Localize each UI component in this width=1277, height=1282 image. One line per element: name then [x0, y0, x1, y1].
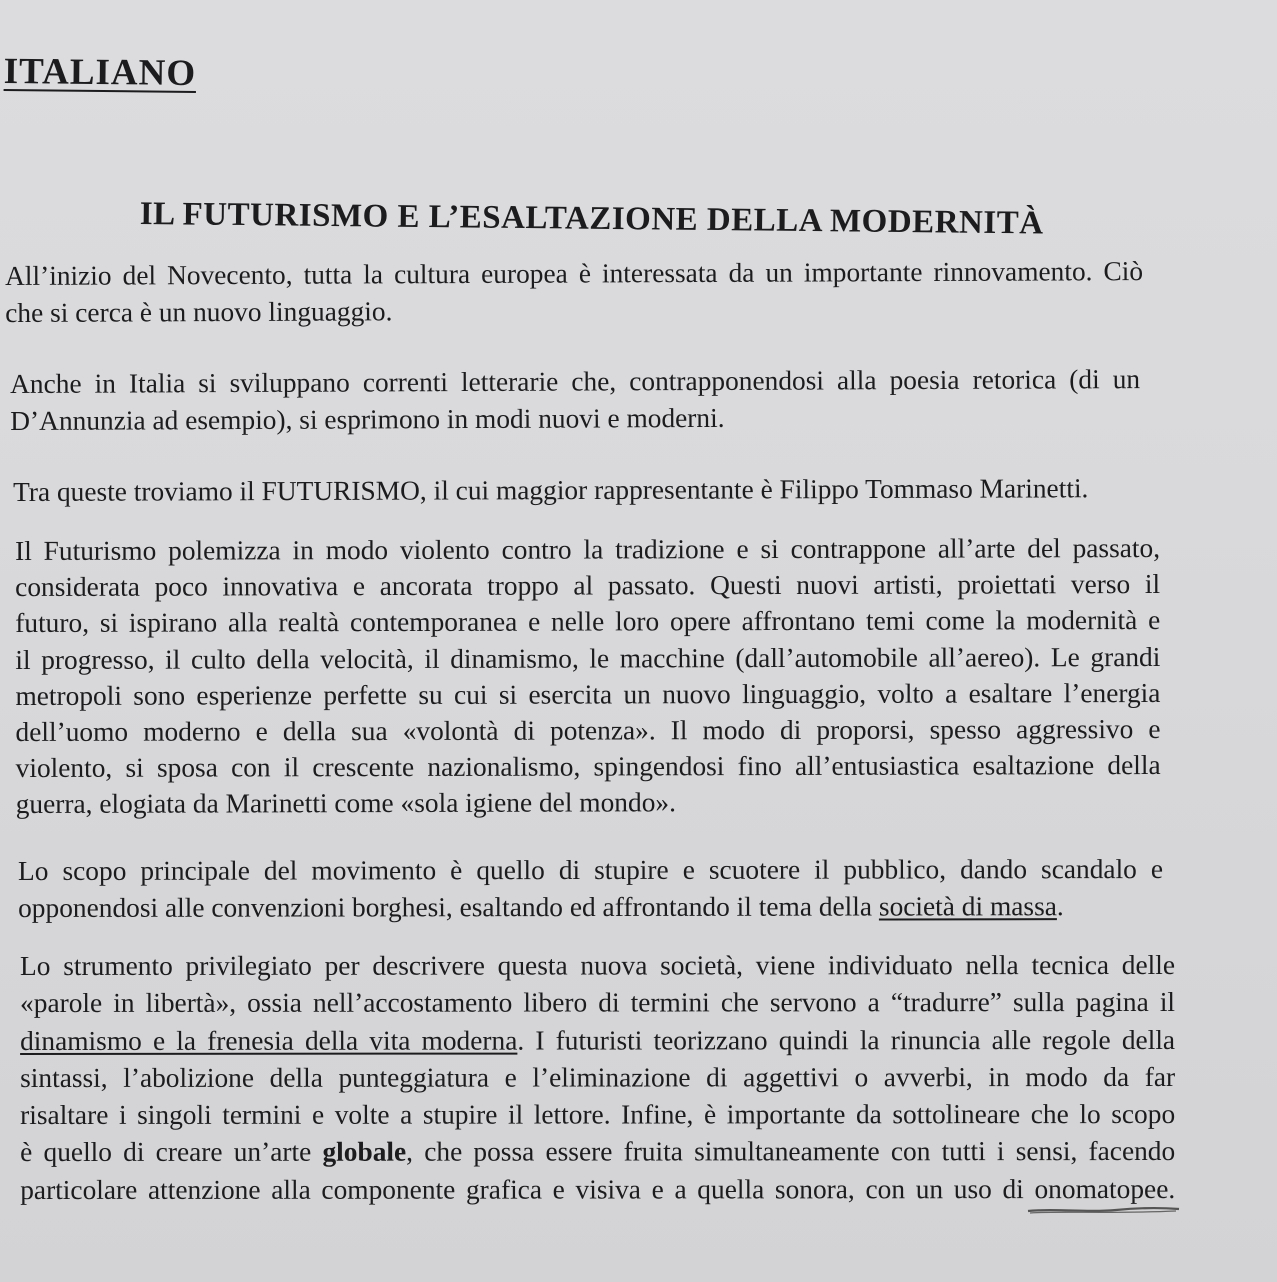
text-segment: .: [1168, 1173, 1176, 1204]
text-line: Lo scopo principale del movimento è quello di stupire e scuotere il pubblico, dando scandalo e: [18, 854, 1164, 886]
text-line: D’Annunzia ad esempio), si esprimono in modi nuovi e moderni.: [10, 402, 725, 436]
text-line: [20, 1133, 1175, 1171]
paragraph-intro: [5, 253, 1143, 331]
text-segment: , che possa essere fruita simultaneamente con tutti i sensi, facendo: [406, 1136, 1176, 1168]
text-line: Anche in Italia si sviluppano correnti letterarie che, contrapponendosi alla poesia retorica (di un: [10, 364, 1141, 399]
text-line: All’inizio del Novecento, tutta la cultura europea è interessata da un importante rinnovamento. Ciò: [5, 256, 1144, 291]
bold-word: globale: [322, 1137, 407, 1168]
text-line: violento, si sposa con il crescente nazionalismo, spingendosi fino all’entusiastica esaltazione della: [15, 750, 1161, 784]
text-line: futuro, si ispirano alla realtà contemporanea e nelle loro opere affrontano temi come la modernità e: [15, 605, 1161, 639]
text-segment: particolare attenzione alla componente grafica e visiva e a quella sonora, con un uso di: [20, 1173, 1035, 1205]
subject-heading: ITALIANO: [3, 50, 197, 95]
text-line: [18, 888, 1163, 926]
text-line: Tra queste troviamo il FUTURISMO, il cui maggior rappresentante è Filippo Tommaso Marinetti.: [13, 473, 1089, 507]
paragraph-futurismo: [13, 470, 1138, 510]
paragraph-scope: [18, 851, 1163, 926]
text-segment: . I futuristi teorizzano quindi la rinuncia alle regole della: [517, 1024, 1176, 1056]
paragraph-polemic: [15, 530, 1161, 823]
underlined-phrase: onomatopee: [1034, 1173, 1169, 1204]
text-line: che si cerca è un nuovo linguaggio.: [5, 295, 393, 328]
text-segment: è quello di creare un’arte: [20, 1137, 323, 1168]
handwritten-underline: [1026, 1205, 1181, 1215]
text-line: guerra, elogiata da Marinetti come «sola igiene del mondo».: [15, 787, 676, 820]
underlined-phrase: dinamismo e la frenesia della vita moderna: [20, 1025, 518, 1056]
paragraph-italy: [10, 361, 1140, 439]
text-line: sintassi, l’abolizione della punteggiatura e l’eliminazione di aggettivi o avverbi, in modo da far: [20, 1061, 1176, 1093]
text-line: «parole in libertà», ossia nell’accostamento libero di termini che servono a “tradurre” sulla pagina il: [20, 987, 1176, 1019]
text-line: [20, 1022, 1175, 1060]
text-line: Il Futurismo polemizza in modo violento contro la tradizione e si contrappone all’arte del passato,: [15, 533, 1161, 566]
text-line: risaltare i singoli termini e volte a stupire il lettore. Infine, è importante da sottolineare che lo scopo: [20, 1099, 1176, 1131]
paragraph-parole-in-liberta: [20, 947, 1175, 1209]
text-segment: .: [1056, 890, 1064, 921]
text-line: dell’uomo moderno e della sua «volontà di potenza». Il modo di proporsi, spesso aggressivo e: [15, 714, 1161, 748]
text-segment: opponendosi alle convenzioni borghesi, esaltando ed affrontando il tema della: [18, 890, 879, 923]
document-title: IL FUTURISMO E L’ESALTAZIONE DELLA MODERNITÀ: [139, 196, 1044, 242]
text-line: metropoli sono esperienze perfette su cui si esercita un nuovo linguaggio, volto a esaltare l’energia: [15, 677, 1161, 711]
text-line: Lo strumento privilegiato per descrivere questa nuova società, viene individuato nella tecnica delle: [20, 949, 1176, 981]
text-line: [20, 1171, 1175, 1209]
text-line: considerata poco innovativa e ancorata troppo al passato. Questi nuovi artisti, proiettati verso il: [15, 569, 1161, 603]
text-line: il progresso, il culto della velocità, il dinamismo, le macchine (dall’automobile all’aereo). Le grandi: [15, 641, 1161, 675]
underlined-phrase: società di massa: [878, 890, 1057, 921]
